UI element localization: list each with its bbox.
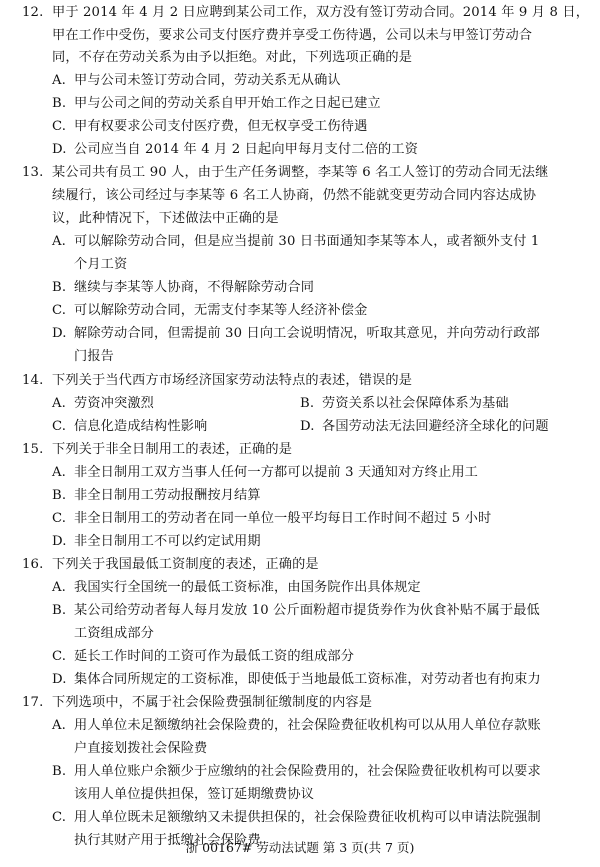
question-stem: 下列关于当代西方市场经济国家劳动法特点的表述，错误的是	[52, 373, 413, 388]
question-number: 17.	[22, 695, 44, 710]
question-stem: 续履行，该公司经过与李某等 6 名工人协商，仍然不能就变更劳动合同内容达成协	[52, 188, 537, 203]
option-text: 用人单位既未足额缴纳又未提供担保的，社会保险费征收机构可以申请法院强制	[74, 810, 541, 825]
option-text: 可以解除劳动合同，但是应当提前 30 日书面通知李某等本人，或者额外支付 1	[74, 234, 540, 249]
option-letter: D.	[300, 419, 315, 434]
page-footer: 浙 00167# 劳动法试题 第 3 页(共 7 页)	[185, 840, 415, 855]
option-letter: B.	[52, 764, 67, 779]
option-text: 集体合同所规定的工资标准，即使低于当地最低工资标准，对劳动者也有拘束力	[74, 672, 541, 687]
question-number: 14.	[22, 373, 44, 388]
option-letter: A.	[52, 465, 67, 480]
option-text: 甲与公司之间的劳动关系自甲开始工作之日起已建立	[74, 96, 381, 111]
question-number: 15.	[22, 442, 44, 457]
option-letter: A.	[52, 396, 67, 411]
question-stem: 议，此种情况下，下述做法中正确的是	[52, 211, 279, 226]
option-text: 公司应当自 2014 年 4 月 2 日起向甲每月支付二倍的工资	[74, 142, 419, 157]
option-text: 信息化造成结构性影响	[74, 419, 208, 434]
option-text: 甲有权要求公司支付医疗费，但无权享受工伤待遇	[74, 119, 368, 134]
option-text: 执行其财产用于抵缴社会保险费	[74, 833, 261, 848]
option-letter: B.	[52, 96, 67, 111]
option-letter: C.	[52, 810, 67, 825]
option-letter: A.	[52, 718, 67, 733]
option-letter: B.	[300, 396, 315, 411]
option-text: 个月工资	[74, 257, 128, 272]
question-stem: 某公司共有员工 90 人，由于生产任务调整，李某等 6 名工人签订的劳动合同无法继	[52, 165, 549, 180]
option-letter: A.	[52, 73, 67, 88]
option-letter: A.	[52, 234, 67, 249]
question-stem: 下列选项中，不属于社会保险费强制征缴制度的内容是	[52, 695, 373, 710]
option-letter: C.	[52, 511, 67, 526]
option-text: 可以解除劳动合同，无需支付李某等人经济补偿金	[74, 303, 368, 318]
option-text: 劳资关系以社会保障体系为基础	[322, 396, 509, 411]
option-letter: A.	[52, 580, 67, 595]
option-text: 门报告	[74, 349, 115, 364]
question-number: 13.	[22, 165, 44, 180]
option-text: 户直接划拨社会保险费	[74, 741, 208, 756]
option-text: 非全日制用工双方当事人任何一方都可以提前 3 天通知对方终止用工	[74, 465, 479, 480]
option-text: 我国实行全国统一的最低工资标准，由国务院作出具体规定	[74, 580, 421, 595]
option-letter: D.	[52, 672, 67, 687]
question-stem: 同，不存在劳动关系为由予以拒绝。对此，下列选项正确的是	[52, 50, 413, 65]
question-stem: 甲在工作中受伤，要求公司支付医疗费并享受工伤待遇，公司以未与甲签订劳动合	[52, 28, 533, 43]
question-stem: 甲于 2014 年 4 月 2 日应聘到某公司工作，双方没有签订劳动合同。2014 年 9 月 8 日，	[52, 5, 590, 20]
option-letter: B.	[52, 603, 67, 618]
option-letter: D.	[52, 326, 67, 341]
option-letter: D.	[52, 142, 67, 157]
option-text: 用人单位未足额缴纳社会保险费的，社会保险费征收机构可以从用人单位存款账	[74, 718, 541, 733]
option-letter: C.	[52, 649, 67, 664]
option-text: 劳资冲突激烈	[74, 396, 155, 411]
option-letter: C.	[52, 303, 67, 318]
option-text: 继续与李某等人协商，不得解除劳动合同	[74, 280, 315, 295]
option-text: 非全日制用工劳动报酬按月结算	[74, 488, 261, 503]
option-text: 非全日制用工不可以约定试用期	[74, 534, 261, 549]
option-text: 非全日制用工的劳动者在同一单位一般平均每日工作时间不超过 5 小时	[74, 511, 492, 526]
question-number: 12.	[22, 5, 44, 20]
option-text: 某公司给劳动者每人每月发放 10 公斤面粉超市提货券作为伙食补贴不属于最低	[74, 603, 540, 618]
option-letter: C.	[52, 419, 67, 434]
question-stem: 下列关于非全日制用工的表述，正确的是	[52, 442, 293, 457]
question-number: 16.	[22, 557, 44, 572]
option-text: 延长工作时间的工资可作为最低工资的组成部分	[74, 649, 355, 664]
option-text: 甲与公司未签订劳动合同，劳动关系无从确认	[74, 73, 341, 88]
option-text: 各国劳动法无法回避经济全球化的问题	[322, 419, 549, 434]
option-text: 工资组成部分	[74, 626, 155, 641]
option-text: 该用人单位提供担保，签订延期缴费协议	[74, 787, 315, 802]
option-letter: C.	[52, 119, 67, 134]
option-letter: D.	[52, 534, 67, 549]
option-text: 用人单位账户余额少于应缴纳的社会保险费用的，社会保险费征收机构可以要求	[74, 764, 541, 779]
option-text: 解除劳动合同，但需提前 30 日向工会说明情况，听取其意见，并向劳动行政部	[74, 326, 540, 341]
option-letter: B.	[52, 488, 67, 503]
option-letter: B.	[52, 280, 67, 295]
question-stem: 下列关于我国最低工资制度的表述，正确的是	[52, 557, 319, 572]
